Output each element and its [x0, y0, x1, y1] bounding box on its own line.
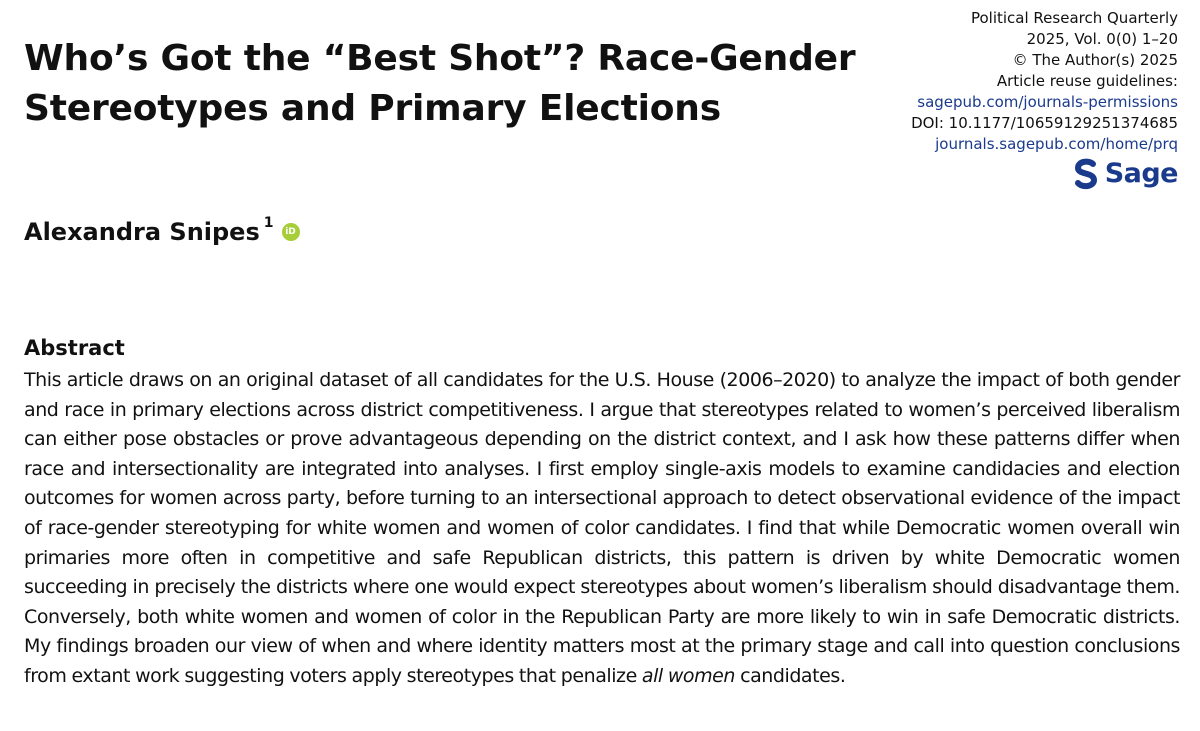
abstract-text	[24, 366, 1180, 692]
doi: DOI: 10.1177/10659129251374685	[911, 114, 1178, 132]
article-title: Who’s Got the “Best Shot”? Race-Gender Stereotypes and Primary Elections	[24, 38, 856, 129]
publisher-name: Sage	[1104, 158, 1178, 189]
abstract-text-end: candidates.	[735, 664, 846, 687]
abstract-emphasis: all women	[641, 664, 736, 687]
copyright-line: © The Author(s) 2025	[1012, 51, 1178, 69]
affiliation-mark: 1	[263, 215, 274, 231]
reuse-guidelines-link[interactable]: sagepub.com/journals-permissions	[917, 93, 1178, 111]
orcid-icon[interactable]: iD	[282, 223, 300, 241]
reuse-label: Article reuse guidelines:	[996, 72, 1178, 90]
volume-line: 2025, Vol. 0(0) 1–20	[1026, 30, 1178, 48]
abstract-heading: Abstract	[24, 336, 125, 360]
author-line	[24, 214, 300, 250]
abstract-text-main: This article draws on an original dataset of all candidates for the U.S. House (2006–2020) to analyze the impact of both gender and race in primary elections across district competitiveness. I argue that stereotypes related to women’s perceived liberalism can either pose obstacles or prove advantageous depending on the district context, and I ask how these patterns differ when race and intersectionality are integrated into analyses. I first employ single-axis models to examine candidacies and election outcomes for women across party, before turning to an intersectional approach to detect observational evidence of the impact of race-gender stereotyping for white women and women of color candidates. I find that while Democratic women overall win primaries more often in competitive and safe Republican districts, this pattern is driven by white Democratic women succeeding in precisely the districts where one would expect stereotypes about women’s liberalism should disadvantage them. Conversely, both white women and women of color in the Republican Party are more likely to win in safe Democratic districts. My findings broaden our view of when and where identity matters most at the primary stage and call into question conclusions from extant work suggesting voters apply stereotypes that penalize	[24, 369, 1180, 687]
journal-homepage-link[interactable]: journals.sagepub.com/home/prq	[935, 135, 1178, 153]
journal-info	[818, 8, 1178, 196]
publisher-brand[interactable]	[1073, 158, 1178, 190]
journal-name: Political Research Quarterly	[970, 9, 1178, 27]
author-name[interactable]: Alexandra Snipes	[24, 218, 260, 246]
sage-s-logo-icon	[1073, 158, 1099, 190]
